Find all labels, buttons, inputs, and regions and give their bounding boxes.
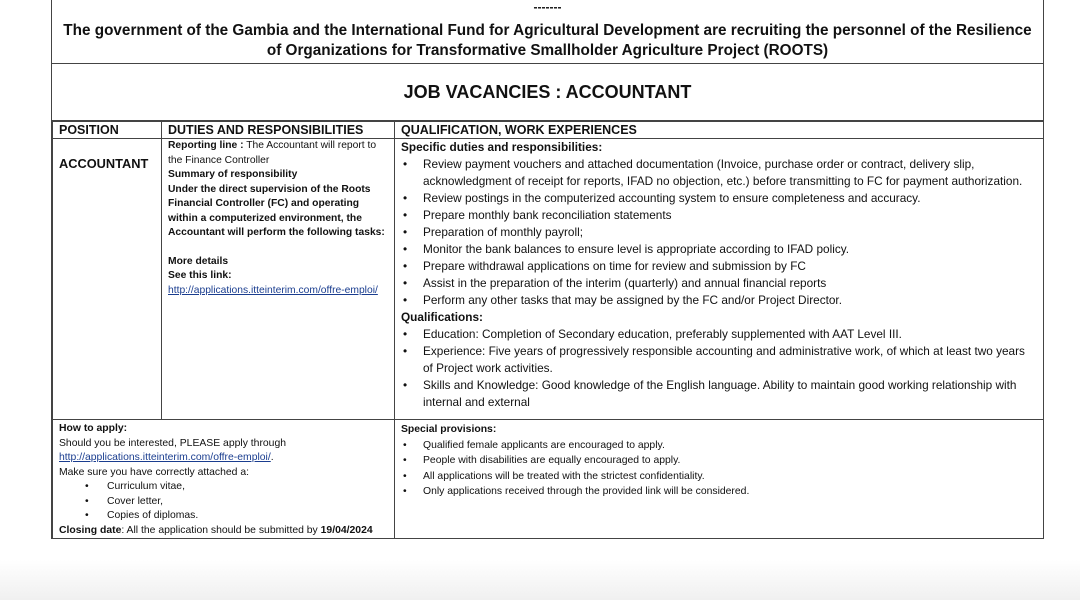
summary-label: Summary of responsibility [168, 169, 298, 180]
apply-line1: Should you be interested, PLEASE apply through [59, 437, 287, 449]
duties-cell [162, 139, 395, 420]
list-item: • Copies of diplomas. [59, 509, 388, 524]
special-provisions-label: Special provisions: [401, 424, 497, 435]
list-item: • Only applications received through the provided link will be considered. [401, 484, 1037, 500]
list-item: • Assist in the preparation of the interim (quarterly) and annual financial reports [401, 275, 1037, 292]
apply-line2: Make sure you have correctly attached a: [59, 466, 250, 478]
see-link-label: See this link: [168, 270, 232, 281]
specific-duties-label: Specific duties and responsibilities: [401, 140, 603, 154]
qualification-cell [395, 139, 1044, 420]
special-provisions-list [401, 438, 1037, 500]
list-item: • Perform any other tasks that may be assigned by the FC and/or Project Director. [401, 292, 1037, 309]
list-item: • People with disabilities are equally encouraged to apply. [401, 453, 1037, 469]
list-item: • Review payment vouchers and attached documentation (Invoice, purchase order or contract, delivery slip, acknowledgment of receipt for reports, IFAD no objection, etc.) before transmitting to FC for payment authorization. [401, 156, 1037, 190]
vacancy-title: JOB VACANCIES : ACCOUNTANT [52, 64, 1043, 121]
supervision-text: Under the direct supervision of the Roots Financial Controller (FC) and operating within a computerized environment, the Accountant will perform the following tasks: [168, 183, 385, 238]
specific-duties-list [401, 156, 1037, 309]
how-to-apply-label: How to apply: [59, 423, 128, 434]
qualifications-list [401, 326, 1037, 411]
apply-link[interactable]: http://applications.itteinterim.com/offre-emploi/ [59, 452, 271, 463]
list-item: • Preparation of monthly payroll; [401, 224, 1037, 241]
special-provisions-cell [395, 420, 1044, 539]
table-row [53, 420, 1044, 539]
header-duties: DUTIES AND RESPONSIBILITIES [162, 122, 395, 139]
job-vacancy-sheet [51, 0, 1044, 539]
list-item: • Education: Completion of Secondary education, preferably supplemented with AAT Level III. [401, 326, 1037, 343]
list-item: • Prepare withdrawal applications on time for review and submission by FC [401, 258, 1037, 275]
list-item: • Qualified female applicants are encouraged to apply. [401, 438, 1037, 454]
list-item: • Monitor the bank balances to ensure level is appropriate according to IFAD policy. [401, 241, 1037, 258]
dash-separator: ------- [533, 0, 562, 14]
attachments-list [59, 480, 388, 524]
page-heading: The government of the Gambia and the International Fund for Agricultural Development are recruiting the personnel of the Resilience of Organizations for Transformative Smallholder Agriculture Project (ROOTS) [52, 14, 1043, 64]
header-position: POSITION [53, 122, 162, 139]
list-item: • Review postings in the computerized accounting system to ensure completeness and accuracy. [401, 190, 1037, 207]
apply-link-suffix: . [270, 452, 274, 463]
more-details-label: More details [168, 255, 229, 267]
header-qualification: QUALIFICATION, WORK EXPERIENCES [395, 122, 1044, 139]
closing-date: 19/04/2024 [320, 524, 373, 536]
list-item: • All applications will be treated with the strictest confidentiality. [401, 469, 1037, 485]
closing-label: Closing date [59, 524, 122, 536]
list-item: • Curriculum vitae, [59, 480, 388, 495]
list-item: • Experience: Five years of progressively responsible accounting and administrative work, of which at least two years of Project work activities. [401, 343, 1037, 377]
reporting-text: The Accountant will report to the Finance Controller [168, 140, 377, 166]
table-header-row [53, 122, 1044, 139]
table-row [53, 139, 1044, 420]
reporting-line [168, 139, 388, 168]
qualifications-label: Qualifications: [401, 310, 483, 324]
list-item: • Prepare monthly bank reconciliation statements [401, 207, 1037, 224]
reporting-label: Reporting line : [168, 140, 244, 151]
apply-link-line [59, 451, 388, 466]
how-to-apply-cell [53, 420, 395, 539]
job-link[interactable]: http://applications.itteinterim.com/offre-emploi/ [168, 284, 378, 296]
list-item: • Cover letter, [59, 495, 388, 510]
list-item: • Skills and Knowledge: Good knowledge of the English language. Ability to maintain good working relationship with internal and external [401, 377, 1037, 411]
closing-text: : All the application should be submitted by [121, 524, 321, 536]
closing-date-line [59, 524, 388, 539]
vacancy-table [52, 121, 1044, 539]
position-cell: ACCOUNTANT [53, 139, 162, 420]
